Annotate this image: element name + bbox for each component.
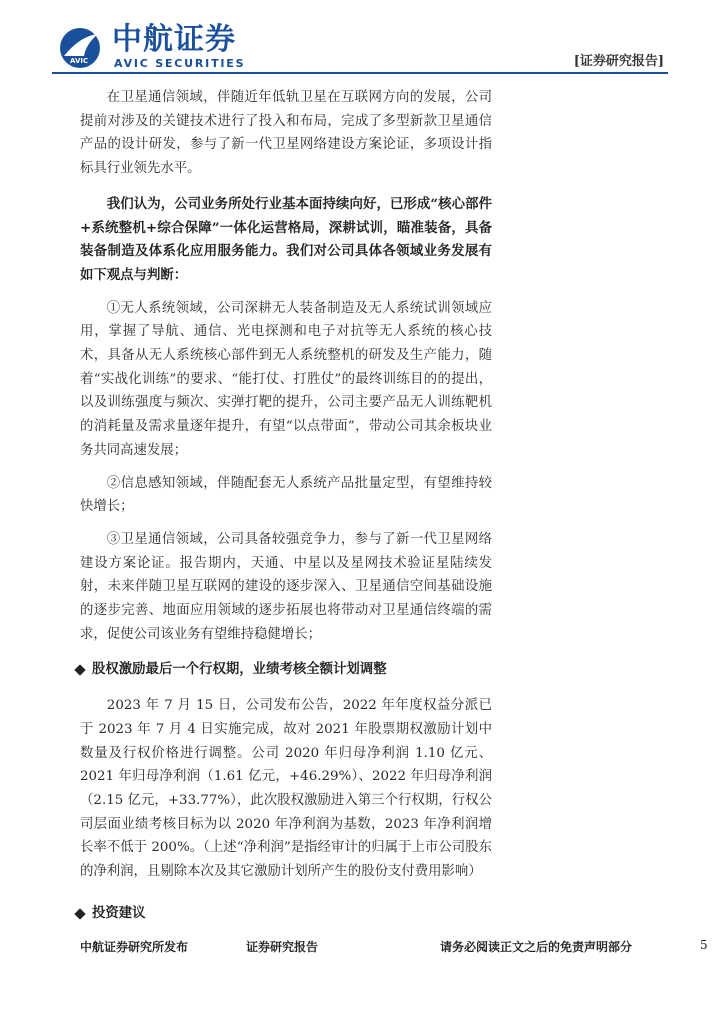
header-divider [52, 72, 668, 74]
section-title: 投资建议 [92, 904, 146, 921]
svg-text:AVIC: AVIC [70, 57, 89, 65]
page-header [52, 18, 668, 74]
footer-report-type: 证券研究报告 [246, 940, 319, 954]
footer-publisher: 中航证券研究所发布 [80, 940, 189, 954]
report-body [80, 86, 492, 926]
footer-disclaimer: 请务必阅读正文之后的免责声明部分 [440, 940, 633, 954]
paragraph-satellite-comm: ③卫星通信领域，公司具备较强竞争力，参与了新一代卫星网络建设方案论证。报告期内，天通、中星以及星网技术验证星陆续发射，未来伴随卫星互联网的建设的逐步深入、卫星通信空间基础设施的逐步完善、地面应用领域的逐步拓展也将带动对卫星通信终端的需求，促使公司该业务有望维持稳健增长； [80, 531, 492, 642]
paragraph-view-summary: 我们认为，公司业务所处行业基本面持续向好，已形成“核心部件+系统整机+综合保障”一体化运营格局，深耕试训，瞄准装备，具备装备制造及体系化应用服务能力。我们对公司具体各领域业务发展有如下观点与判断： [80, 195, 492, 283]
paragraph-info-sensing: ②信息感知领域，伴随配套无人系统产品批量定型，有望维持较快增长； [80, 475, 492, 515]
paragraph-satellite-intro: 在卫星通信领域，伴随近年低轨卫星在互联网方向的发展，公司提前对涉及的关键技术进行了投入和布局，完成了多型新款卫星通信产品的设计研发，参与了新一代卫星网络建设方案论证，多项设计指标具行业领先水平。 [80, 90, 492, 177]
diamond-bullet-icon [74, 665, 85, 676]
page-number: 5 [700, 938, 708, 952]
avic-logo-icon [58, 26, 102, 70]
page-footer [80, 938, 708, 958]
diamond-bullet-icon [74, 908, 85, 919]
section-heading-investment [74, 902, 492, 926]
logo-text-en: AVIC SECURITIES [114, 57, 246, 70]
report-type-tag: [证券研究报告] [573, 54, 664, 69]
section-title: 股权激励最后一个行权期，业绩考核全额计划调整 [92, 661, 387, 678]
company-logo [52, 20, 272, 72]
logo-text-cn: 中航证券 [112, 22, 236, 57]
paragraph-equity-incentive: 2023 年 7 月 15 日，公司发布公告，2022 年年度权益分派已于 2023 年 7 月 4 日实施完成，故对 2021 年股票期权激励计划中数量及行权价格进行调整。公司 2020 年归母净利润 1.10 亿元、2021 年归母净利润（1.61 亿元，+46.29%）、2022 年归母净利润（2.15 亿元，+33.77%），此次股权激励进入第三个行权期，行权公司层面业绩考核目标为以 2020 年净利润为基数，2023 年净利润增长率不低于 200%。（上述“净利润”是指经审计的归属于上市公司股东的净利润，且剔除本次及其它激励计划所产生的股份支付费用影响） [80, 698, 492, 880]
section-heading-equity-incentive [74, 658, 492, 682]
paragraph-unmanned-systems: ①无人系统领域，公司深耕无人装备制造及无人系统试训领域应用，掌握了导航、通信、光电探测和电子对抗等无人系统的核心技术，具备从无人系统核心部件到无人系统整机的研发及生产能力，随着“实战化训练”的要求、“能打仗、打胜仗”的最终训练目的的提出，以及训练强度与频次、实弹打靶的提升，公司主要产品无人训练靶机的消耗量及需求量逐年提升，有望“以点带面”，带动公司其余板块业务共同高速发展； [80, 300, 492, 458]
